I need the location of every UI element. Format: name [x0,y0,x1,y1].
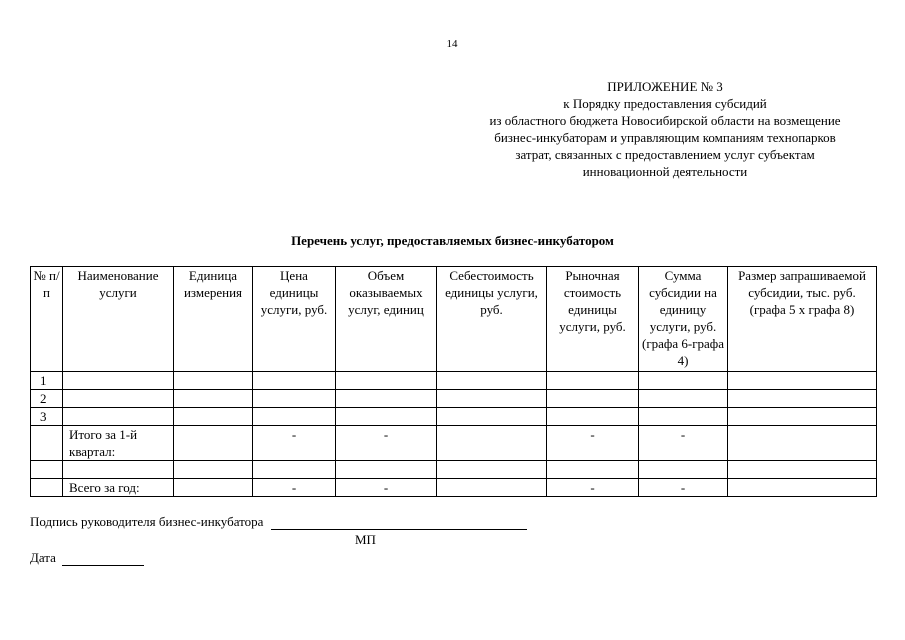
table-cell[interactable] [639,372,728,390]
date-label: Дата [30,550,56,565]
header-cell: Себестоимость единицы услуги, руб. [437,267,547,372]
table-cell[interactable] [728,372,877,390]
services-table [30,266,877,497]
table-cell [31,479,63,497]
table-cell[interactable] [63,461,174,479]
volume-cell: - [336,426,437,461]
table-cell[interactable] [253,390,336,408]
year-total-row [31,479,877,497]
table-cell[interactable] [253,408,336,426]
table-cell[interactable] [336,461,437,479]
table-cell[interactable] [336,408,437,426]
table-cell[interactable] [728,408,877,426]
table-cell[interactable] [63,408,174,426]
header-cell: Рыночная стоимость единицы услуги, руб. [547,267,639,372]
appendix-line: из областного бюджета Новосибирской области на возмещение [489,113,841,128]
table-cell[interactable] [547,461,639,479]
table-cell[interactable] [437,390,547,408]
table-cell[interactable] [437,461,547,479]
table-cell[interactable] [437,426,547,461]
table-cell[interactable] [547,408,639,426]
subsidy-cell: - [639,479,728,497]
row-number: 2 [31,390,63,408]
date-line [30,550,144,566]
table-cell [31,461,63,479]
appendix-line: инновационной деятельности [582,164,748,179]
table-cell[interactable] [639,461,728,479]
appendix-line: к Порядку предоставления субсидий [563,96,767,111]
header-cell: Размер запрашиваемой субсидии, тыс. руб. (графа 5 x графа 8) [728,267,877,372]
subsidy-cell: - [639,426,728,461]
table-cell[interactable] [174,461,253,479]
table-cell[interactable] [437,372,547,390]
table-cell[interactable] [728,461,877,479]
document-title: Перечень услуг, предоставляемых бизнес-инкубатором [291,233,614,248]
header-cell: Единица измерения [174,267,253,372]
table-cell[interactable] [728,479,877,497]
row-number: 3 [31,408,63,426]
table-row [31,390,877,408]
year-total-label: Всего за год: [63,479,174,497]
table-cell[interactable] [174,390,253,408]
table-cell[interactable] [336,372,437,390]
table-cell [31,426,63,461]
header-cell: Наименование услуги [63,267,174,372]
stamp-label: МП [355,532,376,547]
volume-cell: - [336,479,437,497]
table-cell[interactable] [253,461,336,479]
table-row [31,461,877,479]
table-cell[interactable] [336,390,437,408]
table-row [31,408,877,426]
appendix-header [440,78,890,180]
market-cell: - [547,426,639,461]
table-header-row [31,267,877,372]
header-cell: Цена единицы услуги, руб. [253,267,336,372]
table-cell[interactable] [437,479,547,497]
table-cell[interactable] [639,390,728,408]
table-cell[interactable] [547,390,639,408]
row-number: 1 [31,372,63,390]
signature-label: Подпись руководителя бизнес-инкубатора [30,514,264,529]
table-cell[interactable] [728,390,877,408]
table-cell[interactable] [63,390,174,408]
table-cell[interactable] [437,408,547,426]
header-cell: № п/п [31,267,63,372]
table-row [31,372,877,390]
date-field[interactable] [62,551,144,566]
table-cell[interactable] [174,426,253,461]
price-cell: - [253,426,336,461]
market-cell: - [547,479,639,497]
signature-line [30,514,527,530]
table-cell[interactable] [174,408,253,426]
appendix-line: затрат, связанных с предоставлением услуг субъектам [515,147,815,162]
table-cell[interactable] [639,408,728,426]
table-cell[interactable] [174,479,253,497]
table-cell[interactable] [63,372,174,390]
page-number: 14 [446,38,458,50]
table-cell[interactable] [547,372,639,390]
header-cell: Объем оказываемых услуг, единиц [336,267,437,372]
quarter-total-label: Итого за 1-й квартал: [63,426,174,461]
appendix-line: бизнес-инкубаторам и управляющим компаниям технопарков [494,130,836,145]
appendix-line: ПРИЛОЖЕНИЕ № 3 [607,79,723,94]
price-cell: - [253,479,336,497]
quarter-total-row [31,426,877,461]
table-cell[interactable] [174,372,253,390]
table-cell[interactable] [253,372,336,390]
header-cell: Сумма субсидии на единицу услуги, руб. (графа 6-графа 4) [639,267,728,372]
signature-field[interactable] [271,515,527,530]
table-cell[interactable] [728,426,877,461]
